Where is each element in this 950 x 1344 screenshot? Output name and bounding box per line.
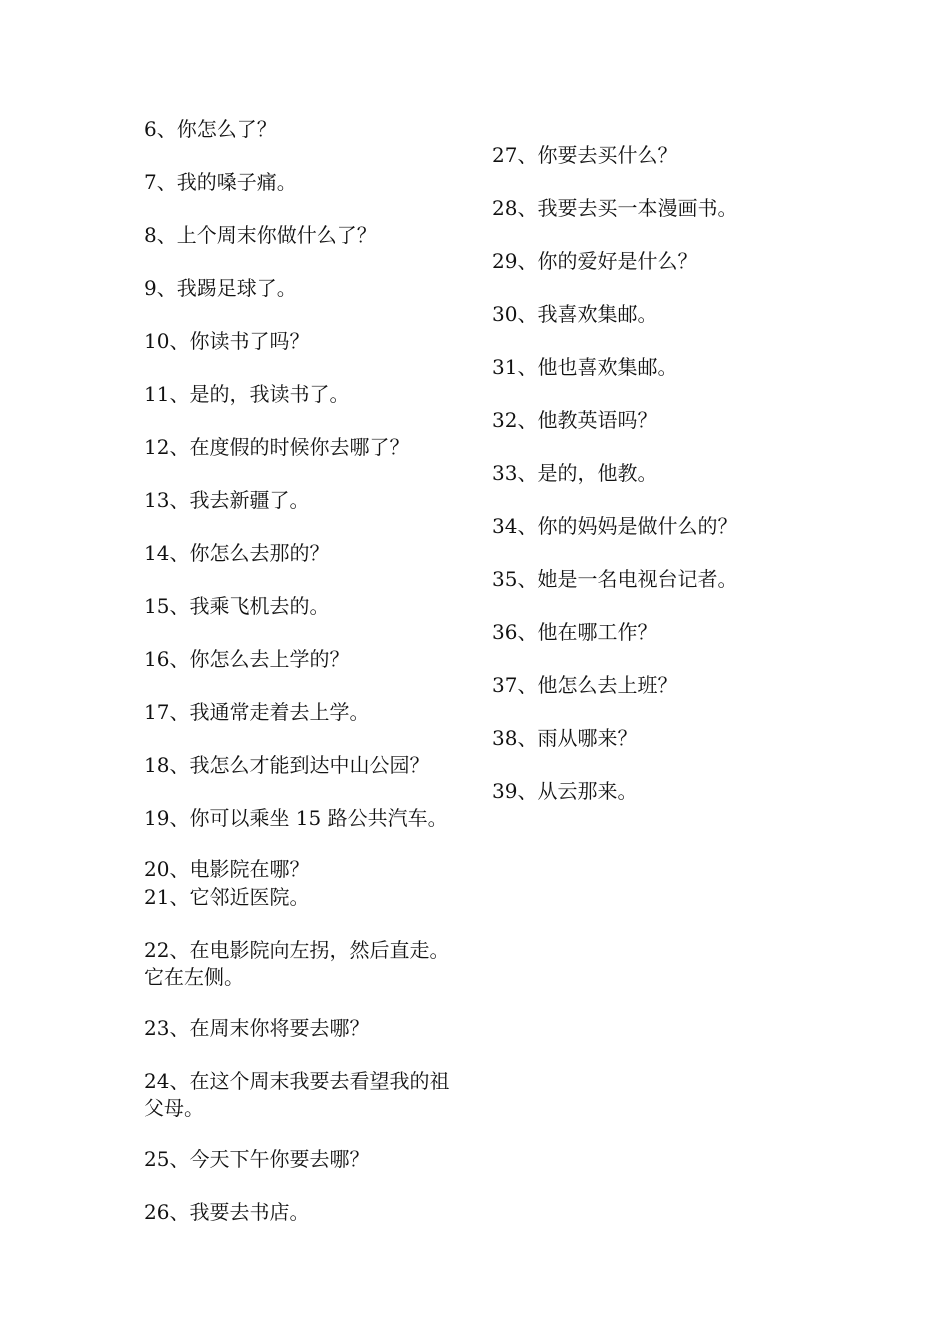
sentence-10: 10、你读书了吗？ [144,329,310,353]
sentence-31: 31、他也喜欢集邮。 [492,355,678,379]
sentence-9: 9、我踢足球了。 [144,276,297,300]
sentence-15: 15、我乘飞机去的。 [144,594,330,618]
sentence-21: 21、它邻近医院。 [144,885,310,909]
sentence-13: 13、我去新疆了。 [144,488,310,512]
sentence-18: 18、我怎么才能到达中山公园？ [144,753,430,777]
sentence-33: 33、是的，他教。 [492,461,658,485]
sentence-7: 7、我的嗓子痛。 [144,170,297,194]
sentence-23: 23、在周末你将要去哪？ [144,1016,370,1040]
sentence-25: 25、今天下午你要去哪？ [144,1147,370,1171]
sentence-37: 37、他怎么去上班？ [492,673,678,697]
sentence-39: 39、从云那来。 [492,779,638,803]
sentence-11: 11、是的，我读书了。 [144,382,350,406]
sentence-20: 20、电影院在哪？ [144,857,310,881]
sentence-17: 17、我通常走着去上学。 [144,700,370,724]
sentence-19: 19、你可以乘坐 15 路公共汽车。 [144,806,448,830]
sentence-32: 32、他教英语吗？ [492,408,658,432]
sentence-14: 14、你怎么去那的？ [144,541,330,565]
sentence-22: 22、在电影院向左拐，然后直走。它在左侧。 [144,938,450,989]
sentence-8: 8、上个周末你做什么了？ [144,223,377,247]
sentence-35: 35、她是一名电视台记者。 [492,567,738,591]
sentence-38: 38、雨从哪来？ [492,726,638,750]
sentence-29: 29、你的爱好是什么？ [492,249,698,273]
sentence-28: 28、我要去买一本漫画书。 [492,196,738,220]
sentence-30: 30、我喜欢集邮。 [492,302,658,326]
sentence-27: 27、你要去买什么？ [492,143,678,167]
sentence-34: 34、你的妈妈是做什么的？ [492,514,738,538]
sentence-24: 24、在这个周末我要去看望我的祖父母。 [144,1069,450,1120]
sentence-36: 36、他在哪工作？ [492,620,658,644]
sentence-16: 16、你怎么去上学的？ [144,647,350,671]
sentence-6: 6、你怎么了？ [144,117,277,141]
sentence-26: 26、我要去书店。 [144,1200,310,1224]
sentence-12: 12、在度假的时候你去哪了？ [144,435,410,459]
